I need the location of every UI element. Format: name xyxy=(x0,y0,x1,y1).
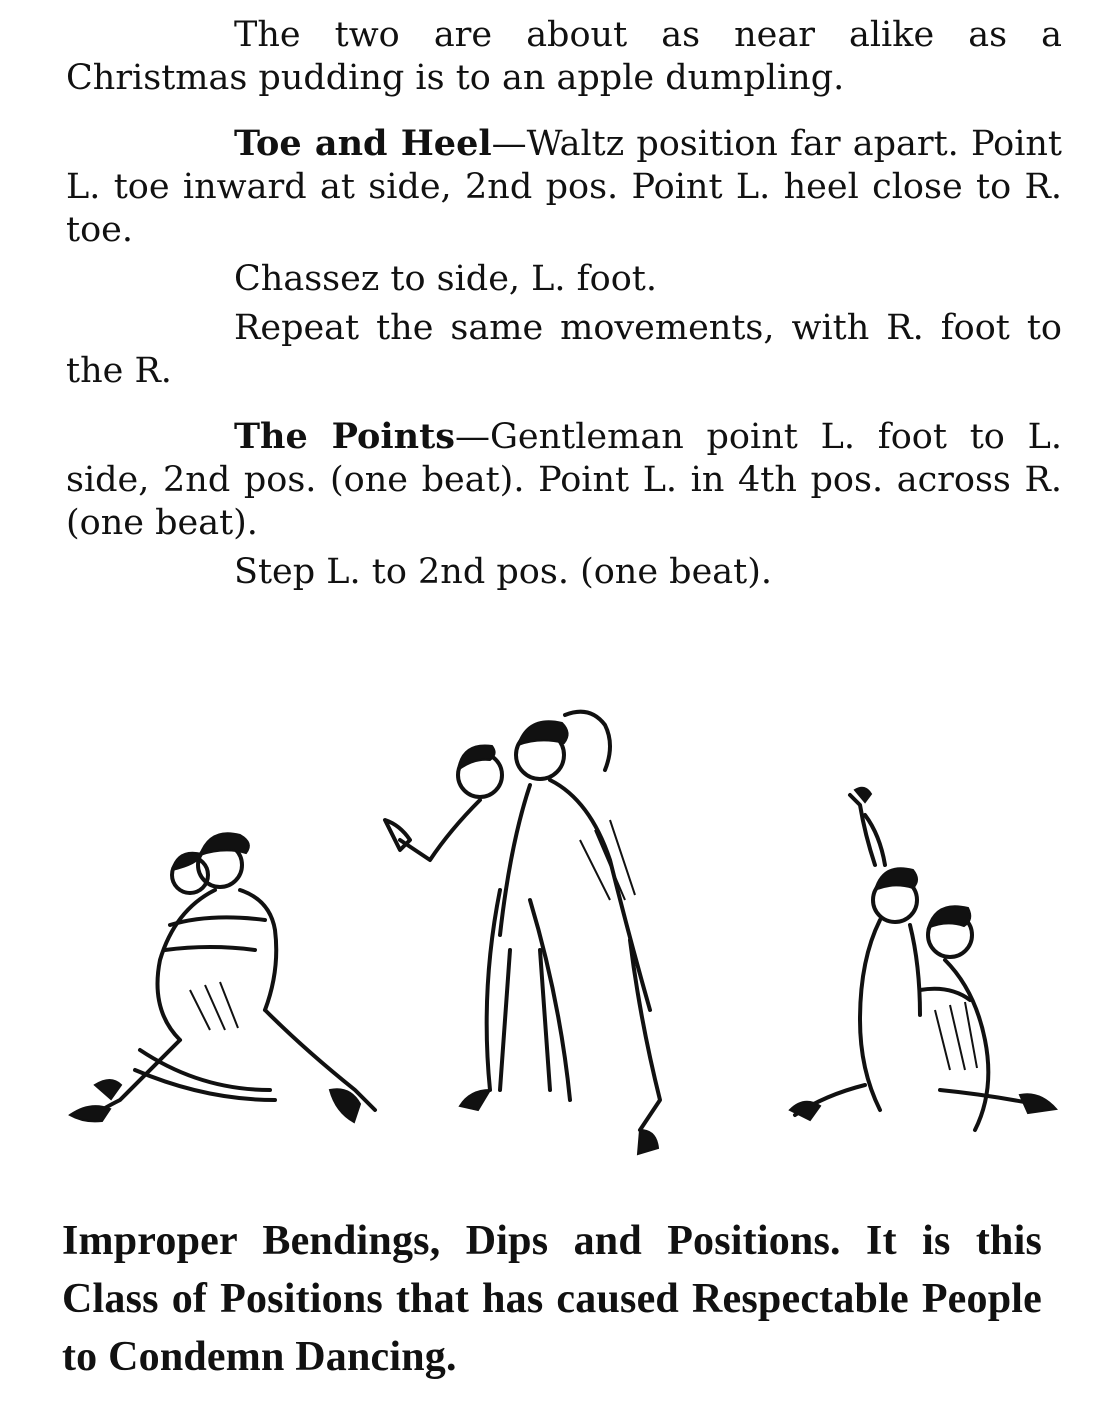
the-points-body: —Gentleman point L. foot to L. side, 2nd pos. (one beat). Point L. in 4th pos. across R. (one beat). xyxy=(66,417,1062,543)
paragraph-toe-and-heel xyxy=(66,122,1062,252)
right-couple-figure xyxy=(790,788,1056,1130)
dancers-illustration xyxy=(40,690,1080,1190)
body-text xyxy=(66,14,1062,594)
left-couple-figure xyxy=(70,833,375,1122)
paragraph-chassez: Chassez to side, L. foot. xyxy=(234,259,657,299)
paragraph-step: Step L. to 2nd pos. (one beat). xyxy=(234,552,773,592)
figure-caption: Improper Bendings, Dips and Positions. It is this Class of Positions that has caused Respectable People to Condemn Dancing. xyxy=(62,1218,1042,1380)
heading-the-points: The Points xyxy=(234,416,455,457)
paragraph-repeat: Repeat the same movements, with R. foot to the R. xyxy=(66,308,1062,391)
paragraph-the-points xyxy=(66,415,1062,545)
paragraph-pudding: The two are about as near alike as a Christmas pudding is to an apple dumpling. xyxy=(66,15,1062,98)
toe-and-heel-body: —Waltz position far apart. Point L. toe inward at side, 2nd pos. Point L. heel close to R. toe. xyxy=(66,124,1062,250)
middle-couple-figure xyxy=(385,712,660,1154)
heading-toe-and-heel: Toe and Heel xyxy=(234,123,492,164)
